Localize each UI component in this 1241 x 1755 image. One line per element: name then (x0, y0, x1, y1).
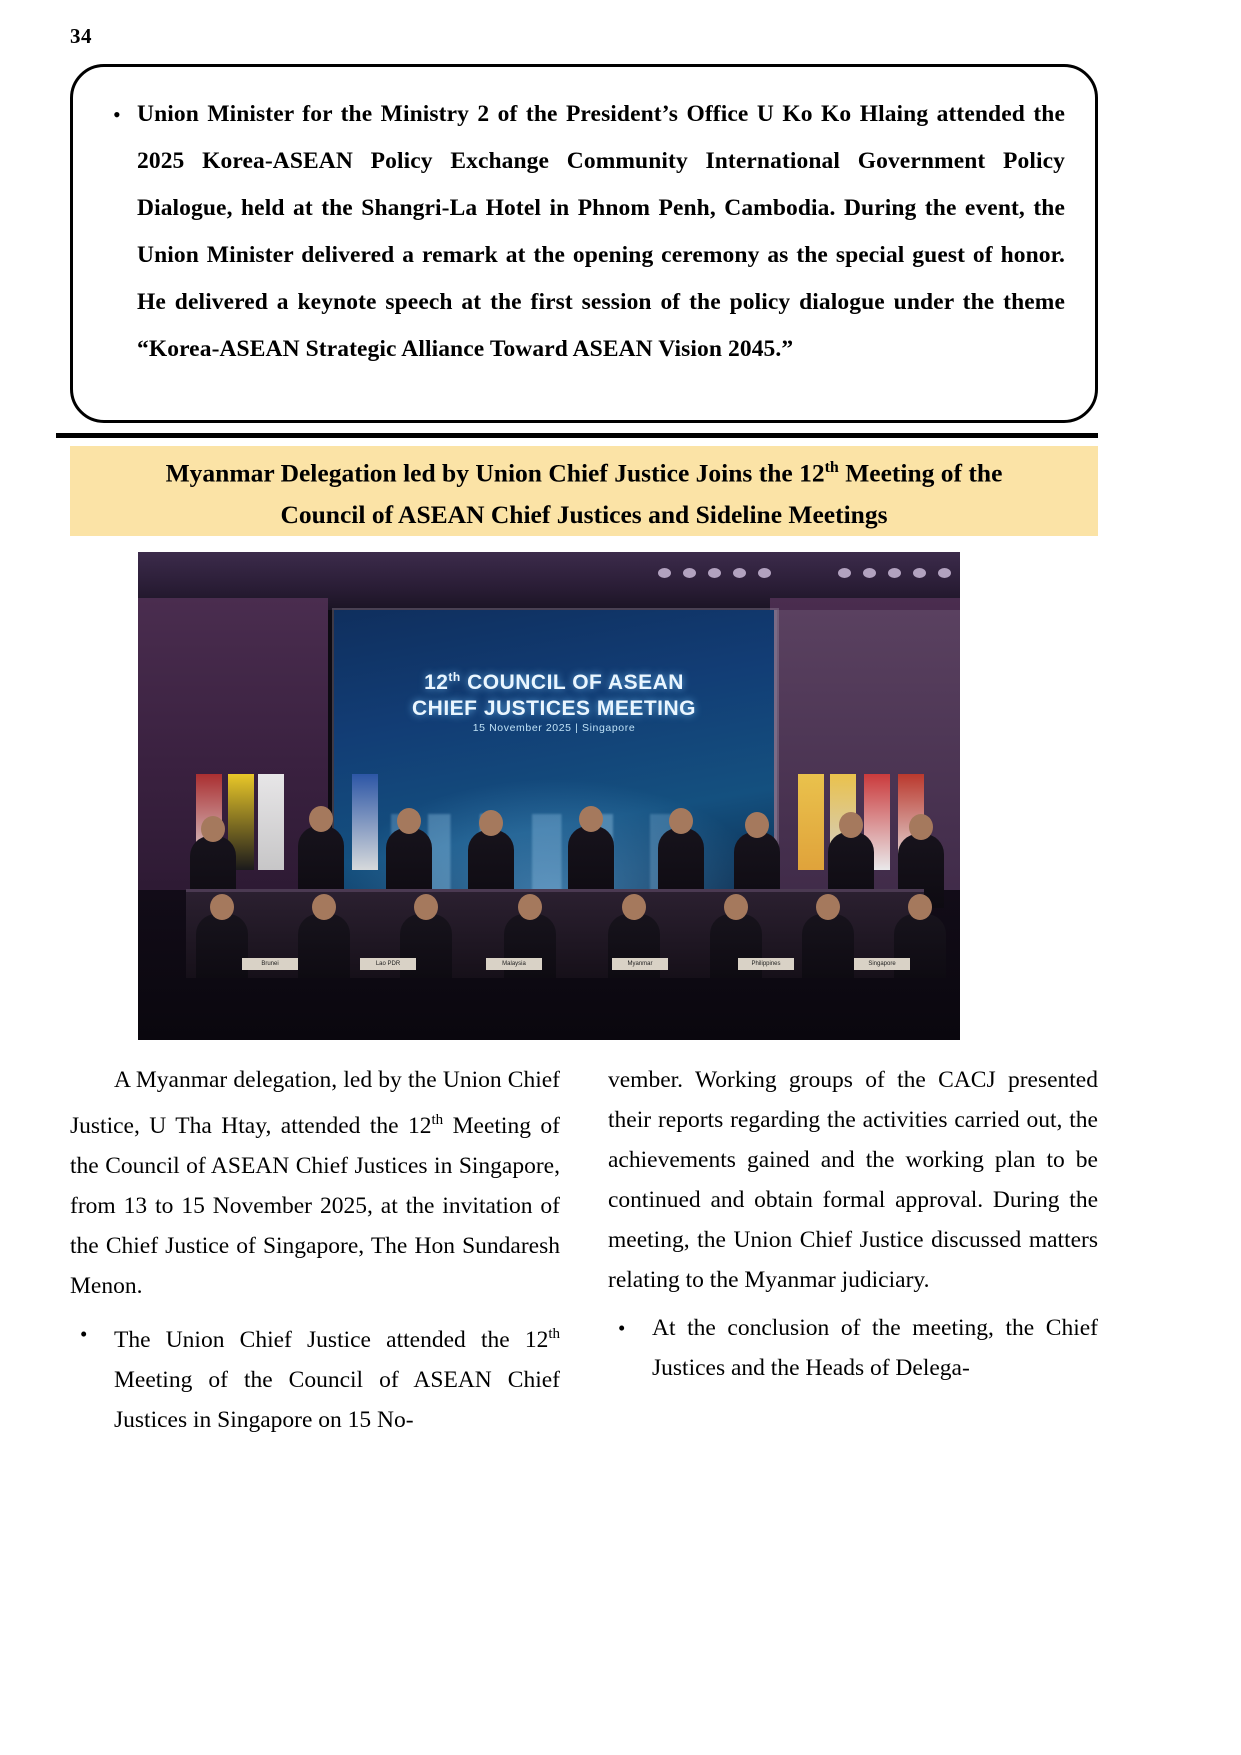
nameplate: Brunei (242, 958, 298, 970)
body-paragraph (70, 1060, 560, 1306)
ceiling-light-icon (758, 568, 771, 578)
nameplate: Myanmar (612, 958, 668, 970)
paragraph-ordinal: th (431, 1112, 444, 1128)
article-headline-banner (70, 446, 1098, 536)
seated-delegate (298, 914, 350, 978)
article-photo (138, 552, 960, 1040)
flag-icon (352, 774, 378, 870)
ceiling-light-icon (708, 568, 721, 578)
screen-title-line2: CHIEF JUSTICES MEETING (411, 697, 697, 720)
headline-line1-after: Meeting of the (838, 458, 1003, 488)
ceiling-light-icon (838, 568, 851, 578)
body-column-left (70, 1060, 560, 1440)
paragraph-part2: Meeting of the Council of ASEAN Chief Justices in Singapore, from 13 to 15 November 2025, at the invitation of the Chief Justice of Singapore, The Hon Sundaresh Menon. (70, 1112, 560, 1299)
screen-title (334, 664, 774, 722)
seated-delegate (196, 914, 248, 978)
ceiling-light-icon (913, 568, 926, 578)
ceiling-light-icon (733, 568, 746, 578)
screen-title-before: 12 (424, 671, 449, 694)
headline-line1-before: Myanmar Delegation led by Union Chief Justice Joins the 12 (165, 458, 825, 488)
nameplate: Malaysia (486, 958, 542, 970)
bullet-ordinal: th (548, 1325, 560, 1342)
nameplate: Singapore (854, 958, 910, 970)
screen-title-ordinal: th (448, 670, 461, 684)
paragraph-part1: A Myanmar delegation, led by the Union Chief Justice, U Tha Htay, attended the 12 (70, 1067, 560, 1139)
seated-delegate (802, 914, 854, 978)
bullet-text: At the conclusion of the meeting, the Chief Justices and the Heads of Delega- (652, 1315, 1098, 1381)
bullet-part2: Meeting of the Council of ASEAN Chief Justices in Singapore on 15 No- (114, 1366, 560, 1433)
body-bullet-item (70, 1314, 560, 1440)
ceiling-light-icon (683, 568, 696, 578)
headline-line2: Council of ASEAN Chief Justices and Sideline Meetings (280, 499, 888, 529)
flag-icon (258, 774, 284, 870)
nameplate: Lao PDR (360, 958, 416, 970)
body-column-right (608, 1060, 1098, 1388)
callout-box (70, 64, 1098, 423)
article-headline (140, 447, 1029, 535)
bullet-icon: • (80, 1321, 88, 1346)
callout-text: Union Minister for the Ministry 2 of the President’s Office U Ko Ko Hlaing attended the 2025 Korea-ASEAN Policy Exchange Community International Government Policy Dialogue, held at the Shangri-La Hotel in Phnom Penh, Cambodia. During the event, the Union Minister delivered a remark at the opening ceremony as the special guest of honor. He delivered a keynote speech at the first session of the policy dialogue under the theme “Korea-ASEAN Strategic Alliance Toward ASEAN Vision 2045.” (137, 101, 1065, 362)
article-body (70, 1060, 1098, 1720)
body-paragraph-continuation: vember. Working groups of the CACJ presented their reports regarding the activities carried out, the achievements gained and the working plan to be continued and obtain formal approval. During the meeting, the Union Chief Justice discussed matters relating to the Myanmar judiciary. (608, 1067, 1098, 1293)
screen-title-after: COUNCIL OF ASEAN (460, 671, 684, 694)
bullet-part1: The Union Chief Justice attended the 12 (114, 1326, 549, 1353)
ceiling-light-icon (888, 568, 901, 578)
bullet-icon: • (113, 102, 121, 127)
bullet-icon: • (618, 1316, 626, 1340)
ceiling-light-icon (938, 568, 951, 578)
body-bullet-item (608, 1308, 1098, 1388)
headline-ordinal-suffix: th (824, 459, 839, 477)
callout-bullet-item (103, 91, 1065, 373)
section-divider (56, 433, 1098, 438)
page-number: 34 (70, 24, 92, 48)
ceiling-light-icon (658, 568, 671, 578)
screen-subtitle: 15 November 2025 | Singapore (472, 722, 636, 734)
ceiling-light-icon (863, 568, 876, 578)
bullet-text (114, 1314, 560, 1440)
flag-icon (798, 774, 824, 870)
nameplate: Philippines (738, 958, 794, 970)
